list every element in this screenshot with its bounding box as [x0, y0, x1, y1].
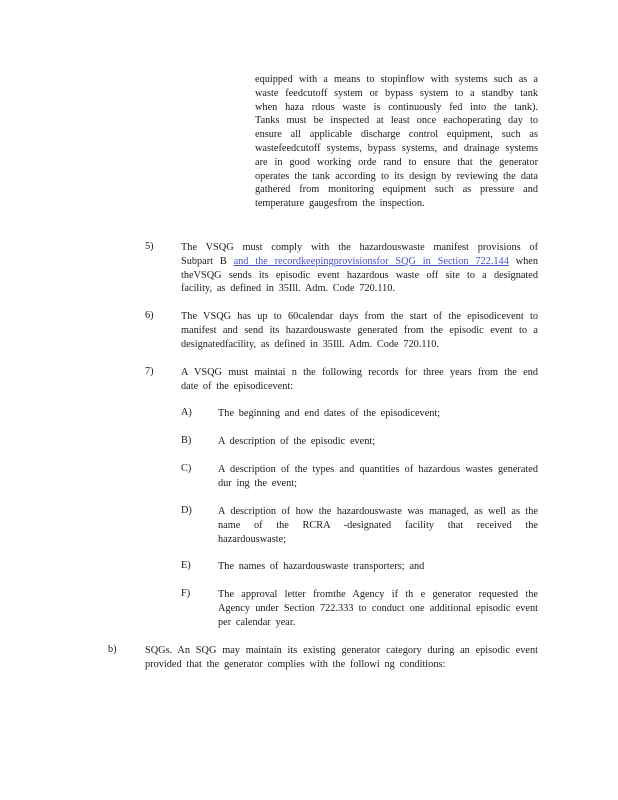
item-7-paragraph: A VSQG must maintai n the following records for three years from the end date of the episodicevent:: [181, 367, 538, 392]
item-5-text-pre: The VSQG must comply with the hazardouswaste manifest provisions of Subpart B: [181, 242, 538, 267]
subitem-number-d: D): [181, 505, 192, 516]
section-b-paragraph: SQGs. An SQG may maintain its existing generator category during an episodic event provided that the generator complies with the followi ng conditions:: [145, 645, 538, 670]
subitem-d-text: A description of how the hazardouswaste was managed, as well as the name of the RCRA -designated facility that received the hazardouswaste;: [218, 506, 538, 545]
item-6-paragraph: The VSQG has up to 60calendar days from the start of the episodicevent to manifest and send its hazardouswaste generated from the episodic event to a designatedfacility, as defined in 35Ill. Adm. Code 720.110.: [181, 311, 538, 350]
subitem-b-text: A description of the episodic event;: [218, 436, 376, 447]
subitem-number-c: C): [181, 463, 192, 474]
subitem-number-f: F): [181, 588, 191, 599]
recordkeeping-link[interactable]: and the recordkeepingprovisionsfor SQG in Section 722.144: [233, 255, 509, 267]
item-5-text-post: when theVSQG sends its episodic event hazardous waste off site to a designated facility, as defined in 35Ill. Adm. Code 720.110.: [181, 255, 539, 295]
continuation-paragraph: equipped with a means to stopinflow with systems such as a waste feedcutoff system or bypass system to a standby tank when haza rdous waste is continuously fed into the tank). Tanks must be inspected at least once eachoperating day to ensure all applicable discharge control equipment, such as wastefeedcutoff systems, bypass systems, and drainage systems are in good working orde rand to ensure that the generator operates the tank according to its design by reviewing the data gathered from monitoring equipment such as pressure and temperature gaugesfrom the inspection.: [255, 74, 538, 210]
subitem-number-a: A): [181, 407, 192, 418]
item-5-paragraph: [181, 241, 538, 296]
section-b-number: b): [108, 644, 117, 655]
subitem-c-text: A description of the types and quantities of hazardous wastes generated dur ing the event;: [218, 464, 538, 489]
subitem-f-text: The approval letter fromthe Agency if th e generator requested the Agency under Section 722.333 to conduct one additional episodic event per calendar year.: [218, 589, 538, 628]
item-number-6: 6): [145, 310, 154, 321]
subitem-number-b: B): [181, 435, 192, 446]
subitem-e-text: The names of hazardouswaste transporters; and: [218, 561, 425, 572]
item-number-5: 5): [145, 241, 154, 252]
subitem-a-text: The beginning and end dates of the episodicevent;: [218, 408, 441, 419]
item-number-7: 7): [145, 366, 154, 377]
subitem-number-e: E): [181, 560, 191, 571]
